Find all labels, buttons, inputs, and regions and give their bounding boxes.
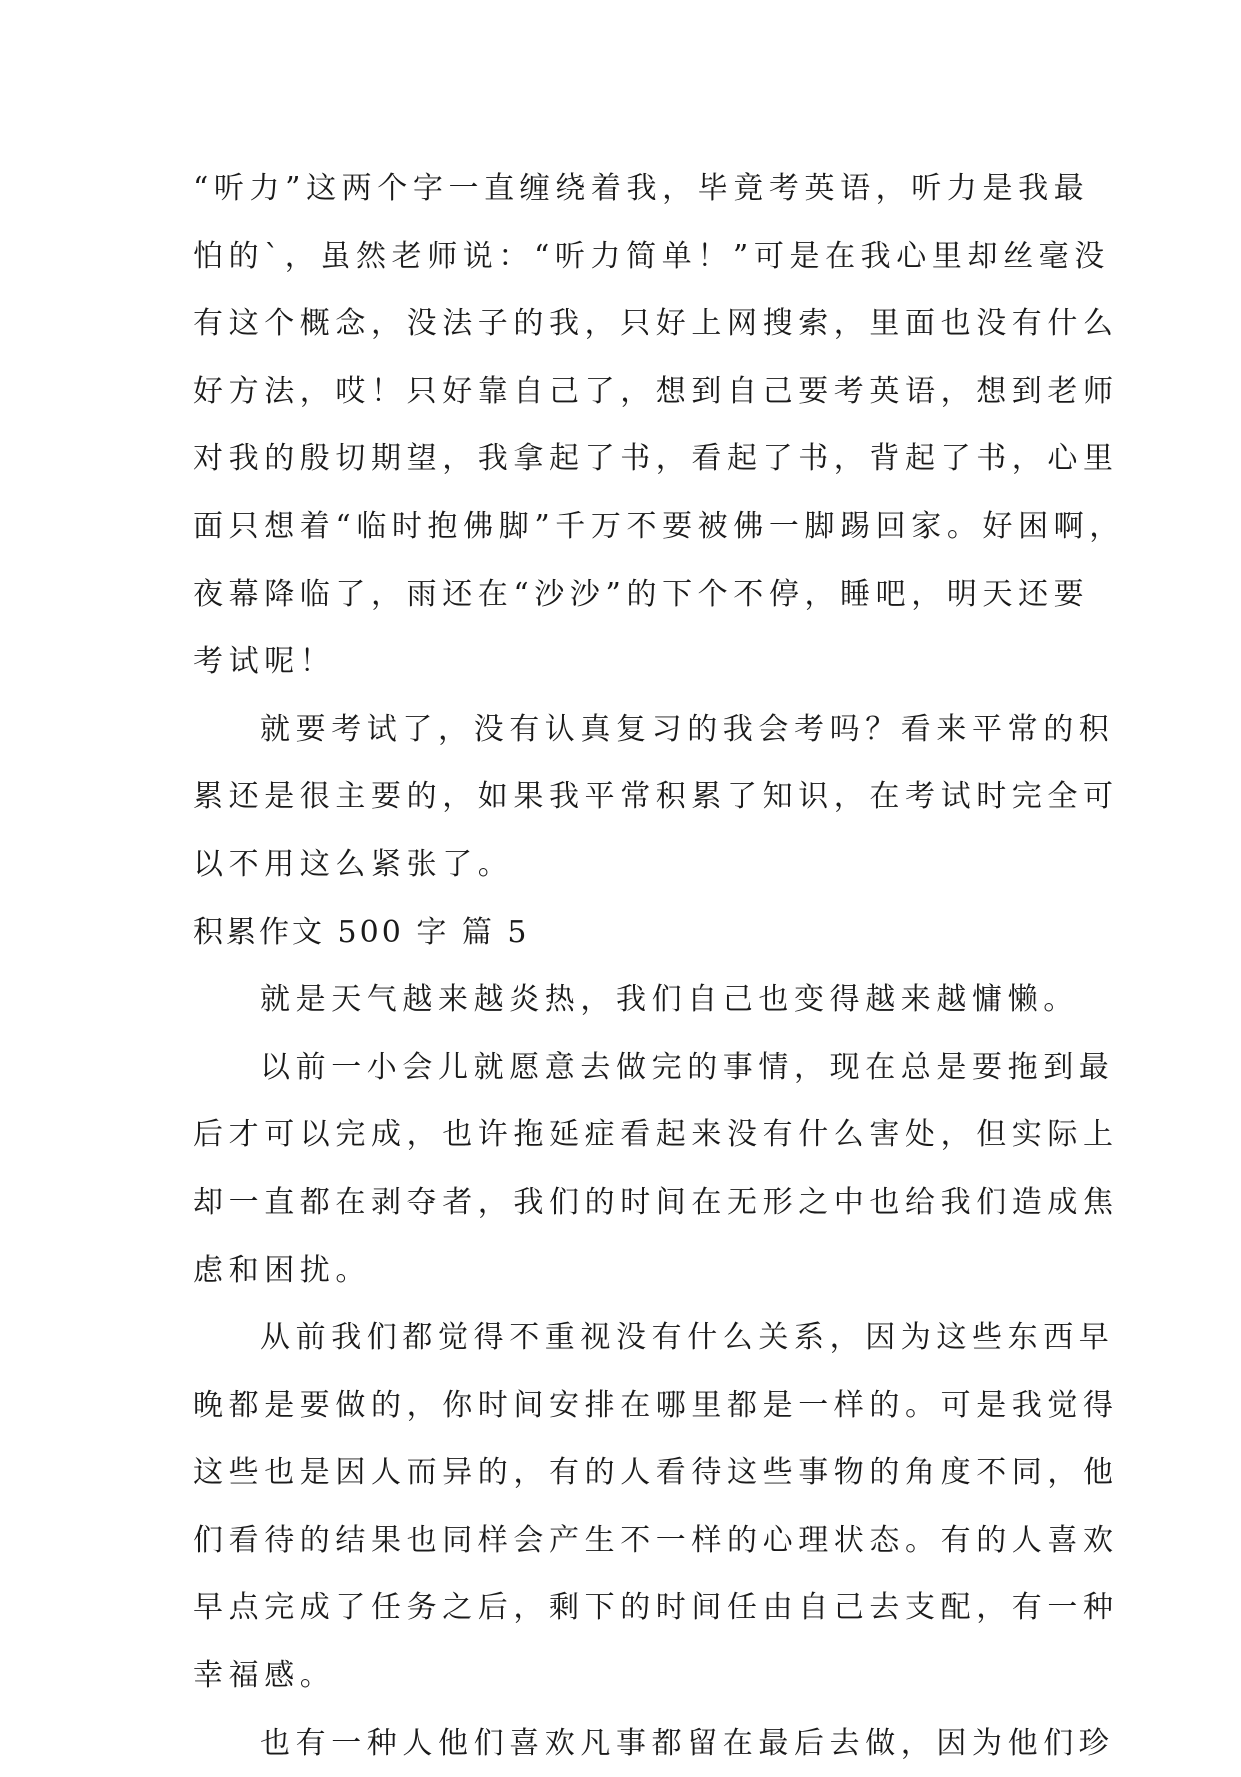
text-line: 面只想着“临时抱佛脚”千万不要被佛一脚踢回家。好困啊， (193, 508, 1125, 544)
paragraph-first-line: 从前我们都觉得不重视没有什么关系，因为这些东西早 (260, 1320, 1115, 1356)
text-line: 有这个概念，没法子的我，只好上网搜索，里面也没有什么 (193, 306, 1119, 342)
text-line: 怕的`，虽然老师说：“听力简单！”可是在我心里却丝毫没 (193, 238, 1110, 274)
paragraph-first-line: 就是天气越来越炎热，我们自己也变得越来越慵懒。 (260, 982, 1079, 1018)
text-line: 夜幕降临了，雨还在“沙沙”的下个不停，睡吧，明天还要 (193, 576, 1090, 612)
text-line: 考试呢！ (193, 644, 336, 680)
paragraph-first-line: 也有一种人他们喜欢凡事都留在最后去做，因为他们珍 (260, 1725, 1115, 1761)
section-heading: 积累作文 500 字 篇 5 (193, 914, 530, 950)
text-line: 好方法，哎！只好靠自己了，想到自己要考英语，想到老师 (193, 373, 1119, 409)
text-line: 对我的殷切期望，我拿起了书，看起了书，背起了书，心里 (193, 441, 1119, 477)
text-line: 晚都是要做的，你时间安排在哪里都是一样的。可是我觉得 (193, 1387, 1119, 1423)
text-line: 这些也是因人而异的，有的人看待这些事物的角度不同，他 (193, 1455, 1119, 1491)
paragraph-first-line: 就要考试了，没有认真复习的我会考吗？看来平常的积 (260, 711, 1115, 747)
text-line: 累还是很主要的，如果我平常积累了知识，在考试时完全可 (193, 779, 1119, 815)
text-line: 幸福感。 (193, 1658, 336, 1694)
text-line: 早点完成了任务之后，剩下的时间任由自己去支配，有一种 (193, 1590, 1119, 1626)
text-line: 以不用这么紧张了。 (193, 846, 514, 882)
document-page (193, 155, 1125, 1777)
text-line: 却一直都在剥夺者，我们的时间在无形之中也给我们造成焦 (193, 1184, 1119, 1220)
text-line: “听力”这两个字一直缠绕着我，毕竟考英语，听力是我最 (193, 171, 1090, 206)
text-line: 后才可以完成，也许拖延症看起来没有什么害处，但实际上 (193, 1117, 1119, 1153)
text-line: 们看待的结果也同样会产生不一样的心理状态。有的人喜欢 (193, 1522, 1119, 1558)
paragraph-first-line: 以前一小会儿就愿意去做完的事情，现在总是要拖到最 (260, 1049, 1115, 1085)
text-line: 虑和困扰。 (193, 1252, 371, 1288)
